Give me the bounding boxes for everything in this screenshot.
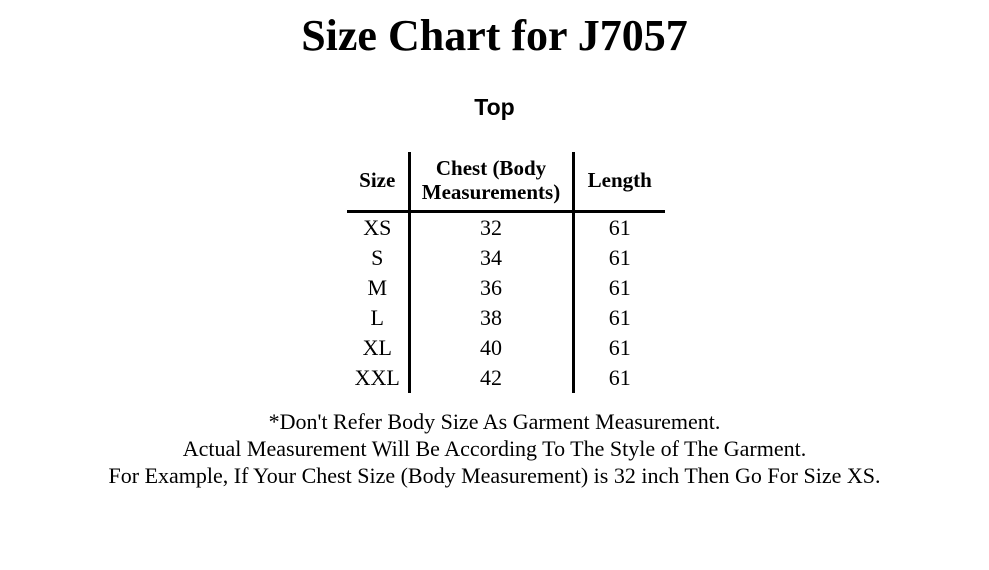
section-title-top: Top xyxy=(474,94,515,120)
table-row xyxy=(347,333,665,363)
table-row xyxy=(347,243,665,273)
table-row xyxy=(347,212,665,244)
cell-length: 61 xyxy=(573,243,665,273)
cell-length: 61 xyxy=(573,212,665,244)
table-header-row xyxy=(347,152,665,212)
notes-block xyxy=(0,408,989,489)
cell-chest: 34 xyxy=(409,243,573,273)
table-row xyxy=(347,273,665,303)
cell-length: 61 xyxy=(573,363,665,393)
cell-chest: 32 xyxy=(409,212,573,244)
cell-size: L xyxy=(370,305,384,330)
cell-size: XS xyxy=(363,215,392,240)
note-line: *Don't Refer Body Size As Garment Measurement. xyxy=(268,409,721,434)
cell-chest: 36 xyxy=(409,273,573,303)
page-title: Size Chart for J7057 xyxy=(301,11,688,60)
cell-size: XXL xyxy=(354,365,400,390)
cell-length: 61 xyxy=(573,333,665,363)
cell-chest: 40 xyxy=(409,333,573,363)
cell-chest: 38 xyxy=(409,303,573,333)
header-chest-line2: Measurements) xyxy=(421,180,561,204)
cell-size: M xyxy=(367,275,388,300)
header-length: Length xyxy=(573,152,665,212)
header-size: Size xyxy=(347,152,409,212)
note-line: For Example, If Your Chest Size (Body Measurement) is 32 inch Then Go For Size XS. xyxy=(108,463,881,488)
table-row xyxy=(347,363,665,393)
table-row xyxy=(347,303,665,333)
header-chest-line1: Chest (Body xyxy=(435,156,547,180)
size-chart-table xyxy=(347,152,665,393)
note-line: Actual Measurement Will Be According To The Style of The Garment. xyxy=(182,436,807,461)
cell-size: XL xyxy=(362,335,392,360)
cell-length: 61 xyxy=(573,303,665,333)
header-chest xyxy=(409,152,573,212)
cell-size: S xyxy=(371,245,384,270)
cell-chest: 42 xyxy=(409,363,573,393)
cell-length: 61 xyxy=(573,273,665,303)
